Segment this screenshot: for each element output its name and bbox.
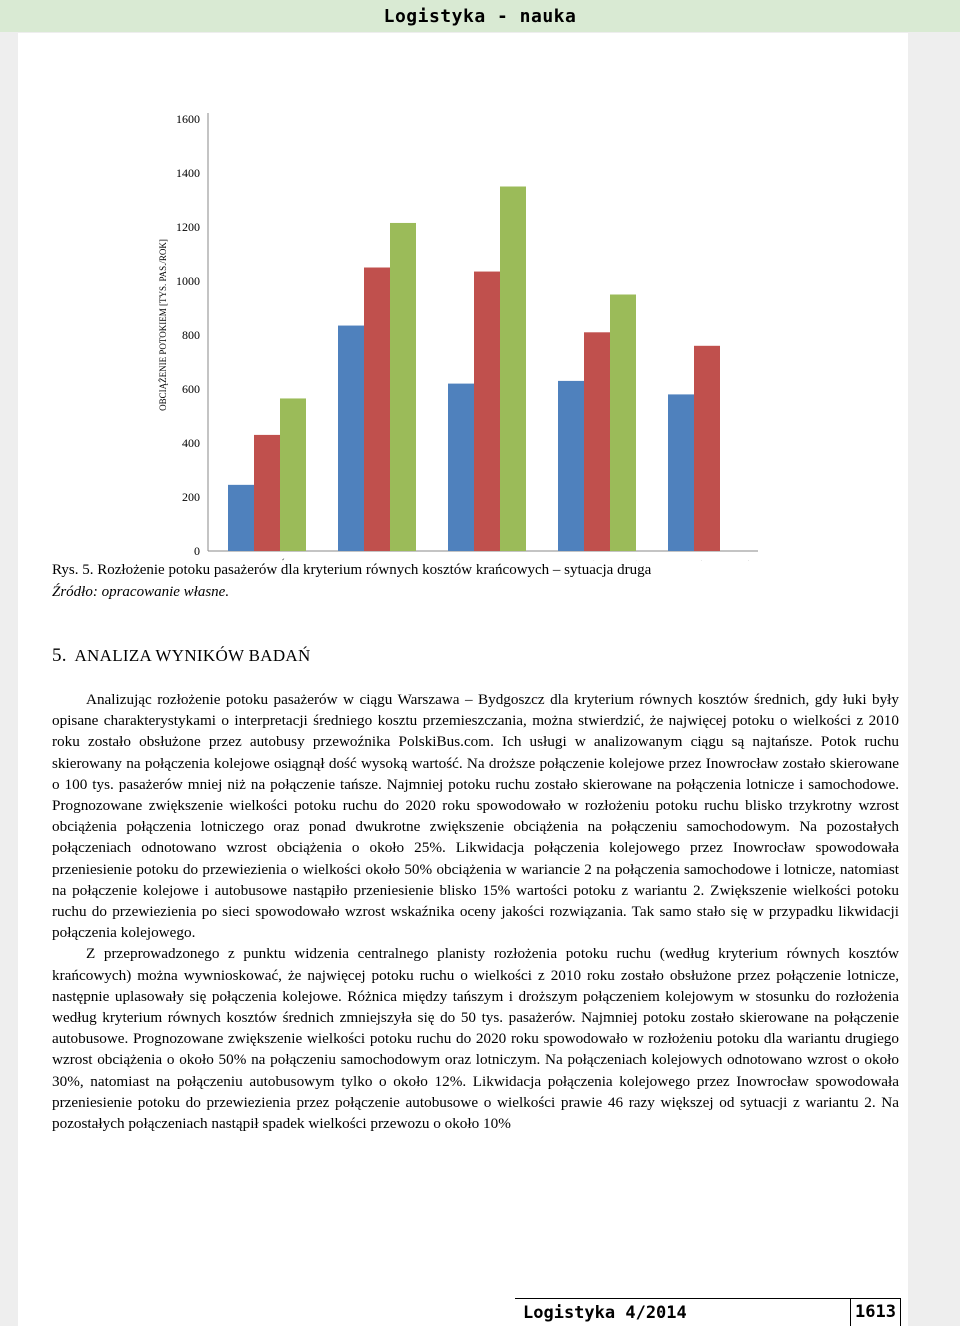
- bar: [558, 381, 584, 551]
- bar: [228, 485, 254, 551]
- y-tick-label: 1600: [176, 112, 200, 126]
- y-tick-label: 600: [182, 382, 200, 396]
- bar: [474, 272, 500, 551]
- page: [18, 33, 908, 1326]
- y-axis-label: OBCIĄŻENIE POTOKIEM [TYS. PAS./ROK]: [158, 239, 168, 411]
- caption-figure: Rys. 5. Rozłożenie potoku pasażerów dla kryterium równych kosztów krańcowych – sytuacja druga: [52, 562, 652, 578]
- y-tick-label: 800: [182, 328, 200, 342]
- paragraph: Analizując rozłożenie potoku pasażerów w ciągu Warszawa – Bydgoszcz dla kryterium równych kosztów średnich, gdy łuki były opisane charakterystykami o interpretacji średniego kosztu przemieszczania, można stwierdzić, że najwięcej potoku o wielkości z 2010 roku zostało obsłużone przez autobusy przewoźnika PolskiBus.com. Ich usługi w analizowanym ciągu są najtańsze. Potok ruchu skierowany na połączenia kolejowe osiągnął dość wysoką wartość. Na droższe połączenie kolejowe przez Inowrocław zostało skierowane o 100 tys. pasażerów mniej niż na połączenie tańsze. Najmniej potoku ruchu zostało skierowane na połączenia lotnicze i samochodowe. Prognozowane zwiększenie wielkości potoku ruchu do 2020 roku spowodowało w rozłożeniu potoku ruchu blisko trzykrotny wzrost obciążenia połączenia lotniczego oraz ponad dwukrotne zwiększenie obciążenia na połączeniu samochodowym. Na pozostałych połączeniach odnotowano wzrost obciążenia o około 25%. Likwidacja połączenia kolejowego przez Inowrocław spowodowała przeniesienie potoku do przewiezienia o wielkości około 50% obciążenia w wariancie 2 na połączenia samochodowe i lotnicze, natomiast na połączenie kolejowe i autobusowe nastąpiło przeniesienie blisko 15% wartości potoku z wariantu 2. Zwiększenie wielkości potoku ruchu do przewiezienia po sieci spowodowało wzrost wskaźnika oceny jakości rozwiązania. Tak samo stało się w przypadku likwidacji połączenia kolejowego.: [52, 691, 899, 942]
- caption-source: Źródło: opracowanie własne.: [52, 584, 230, 600]
- bar: [280, 398, 306, 551]
- section-title: ANALIZA WYNIKÓW BADAŃ: [74, 646, 311, 665]
- bar: [364, 268, 390, 552]
- bar: [500, 187, 526, 552]
- section-heading: [52, 645, 311, 667]
- bar: [668, 394, 694, 551]
- bar-chart: [148, 91, 768, 561]
- y-tick-label: 1200: [176, 220, 200, 234]
- bar: [338, 326, 364, 551]
- x-tick-label: [659, 560, 752, 561]
- bar: [610, 295, 636, 552]
- bar: [584, 332, 610, 551]
- bar: [694, 346, 720, 551]
- running-header: [0, 0, 960, 32]
- y-tick-label: 400: [182, 436, 200, 450]
- y-tick-label: 1400: [176, 166, 200, 180]
- bar: [390, 223, 416, 551]
- journal-name: Logistyka 4/2014: [515, 1298, 850, 1326]
- page-number: 1613: [850, 1298, 901, 1326]
- bar: [448, 384, 474, 551]
- bar: [254, 435, 280, 551]
- figure-caption: [52, 559, 651, 603]
- section-number: 5.: [52, 645, 67, 666]
- body-text: [52, 689, 899, 1134]
- y-tick-label: 1000: [176, 274, 200, 288]
- y-tick-label: 0: [194, 544, 200, 558]
- paragraph: Z przeprowadzonego z punktu widzenia centralnego planisty rozłożenia potoku ruchu (według kryterium równych kosztów krańcowych) można wywnioskować, że najwięcej potoku ruchu o wielkości z 2010 roku zostało obsłużone przez połączenie lotnicze, następnie uplasowały się połączenia kolejowe. Różnica między tańszym i droższym połączeniem kolejowym w stosunku do rozłożenia według kryterium równych kosztów średnich zmniejszyła się do 50 tys. pasażerów. Najmniej potoku zostało skierowane na połączenie autobusowe. Prognozowane zwiększenie wielkości potoku ruchu do 2020 roku spowodowało w rozłożeniu potoku dla wariantu drugiego wzrost obciążenia o około 50% na połączeniu samochodowym oraz lotniczym. Na połączeniach kolejowych odnotowano wzrost o około 30%, natomiast na połączeniu autobusowym tylko o około 12%. Likwidacja połączenia kolejowego przez Inowrocław spowodowała przeniesienie potoku do przewiezienia przez połączenie autobusowe o wielkości prawie 46 razy większej od sytuacji z wariantu 2. Na pozostałych połączeniach nastąpił spadek wielkości przewozu o około 10%: [52, 945, 899, 1133]
- running-footer: [515, 1298, 901, 1326]
- y-tick-label: 200: [182, 490, 200, 504]
- header-title: Logistyka - nauka: [383, 5, 577, 27]
